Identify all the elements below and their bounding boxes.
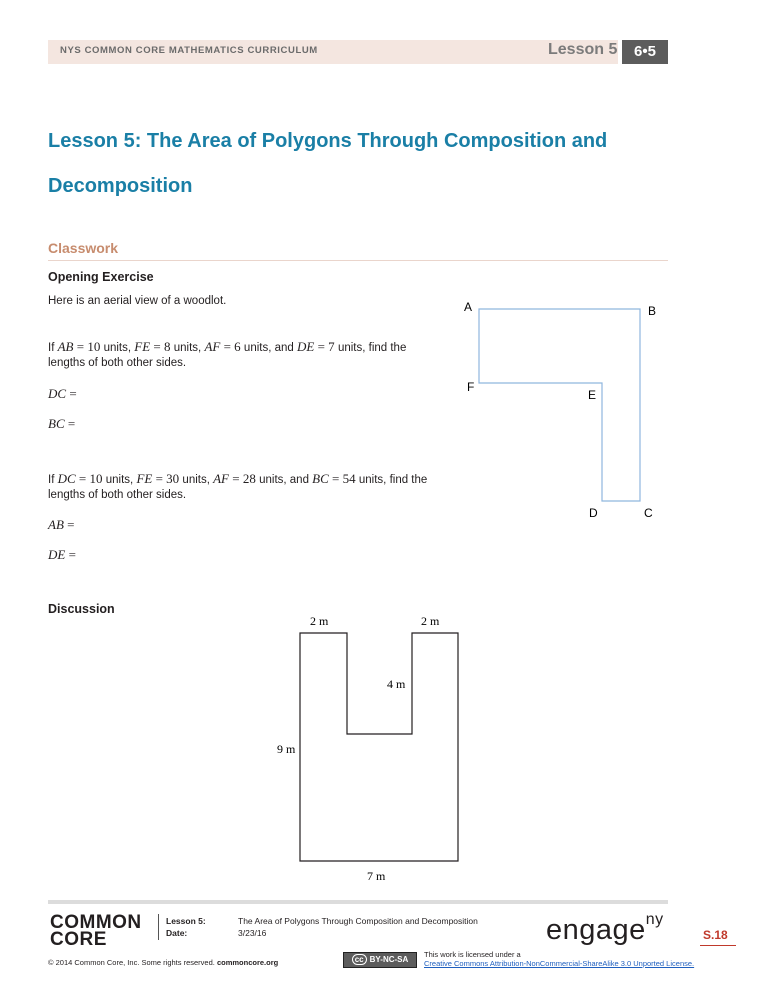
license-text: This work is licensed under a Creative Commons Attribution-NonCommercial-ShareAlike 3.0 Unported License. (424, 950, 695, 968)
dim-inner: 4 m (387, 677, 406, 691)
dim-top-left: 2 m (310, 614, 329, 628)
discussion-figure (270, 605, 480, 885)
woodlot-figure (440, 295, 680, 525)
question-2-line1: If DC = 10 units, FE = 30 units, AF = 28 units, and BC = 54 units, find the (48, 471, 428, 486)
discussion-heading: Discussion (48, 602, 115, 616)
answer-bc: BC = (48, 416, 76, 431)
lesson-label: Lesson 5 (548, 41, 618, 58)
vertex-d: D (589, 506, 598, 520)
footer-rule (48, 900, 668, 904)
vertex-c: C (644, 506, 653, 520)
license-link[interactable]: Creative Commons Attribution-NonCommercial-ShareAlike 3.0 Unported License. (424, 959, 695, 968)
copyright: © 2014 Common Core, Inc. Some rights reserved. commoncore.org (48, 958, 279, 967)
question-2-line2: lengths of both other sides. (48, 489, 187, 501)
page-title-line1: Lesson 5: The Area of Polygons Through Composition and (48, 130, 608, 152)
vertex-f: F (467, 380, 475, 394)
intro-text: Here is an aerial view of a woodlot. (48, 295, 227, 307)
page-number: S.18 (703, 928, 728, 942)
grade-badge: 6•5 (622, 40, 668, 64)
question-1-line1: If AB = 10 units, FE = 8 units, AF = 6 units, and DE = 7 units, find the (48, 339, 407, 354)
footer-date-label: Date: (166, 928, 188, 938)
footer-lesson-label: Lesson 5: (166, 916, 206, 926)
answer-ab: AB = (48, 517, 75, 532)
page-number-underline (700, 945, 736, 946)
dim-bottom: 7 m (367, 869, 386, 883)
answer-dc: DC = (48, 386, 77, 401)
footer-date: 3/23/16 (238, 928, 267, 938)
vertex-e: E (588, 388, 597, 402)
woodlot-shape (479, 309, 640, 501)
common-core-logo: COMMON CORE (50, 912, 142, 950)
footer-lesson-title: The Area of Polygons Through Composition and Decomposition (238, 916, 478, 926)
vertex-b: B (648, 304, 657, 318)
vertex-a: A (464, 300, 473, 314)
section-divider (48, 260, 668, 261)
engageny-logo: engage$^{ny}$ (546, 911, 664, 946)
footer-divider (158, 914, 159, 940)
classwork-heading: Classwork (48, 240, 119, 256)
curriculum-label: NYS COMMON CORE MATHEMATICS CURRICULUM (60, 45, 318, 56)
opening-exercise-heading: Opening Exercise (48, 270, 154, 284)
dim-left: 9 m (277, 742, 296, 756)
question-1-line2: lengths of both other sides. (48, 357, 187, 369)
answer-de: DE = (48, 547, 76, 562)
u-shape (300, 633, 458, 861)
page-title-line2: Decomposition (48, 175, 193, 197)
dim-top-right: 2 m (421, 614, 440, 628)
cc-license-badge: cc BY-NC-SA (343, 952, 417, 968)
